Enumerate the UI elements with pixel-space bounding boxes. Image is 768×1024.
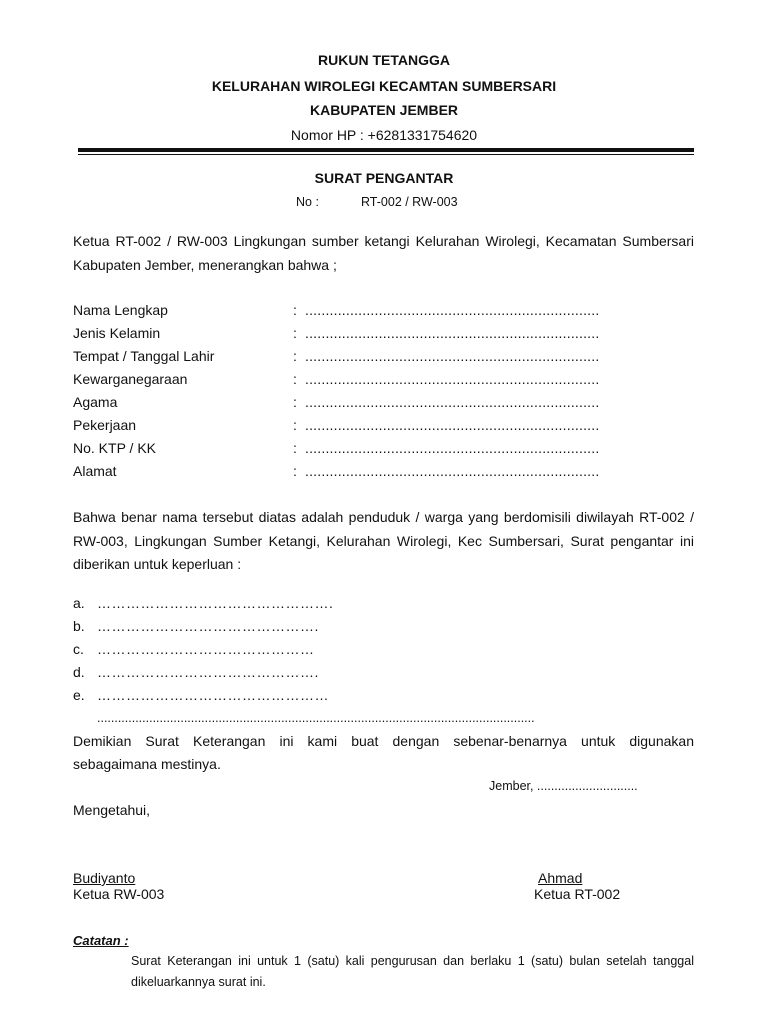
field-blank: ........................................................................ [305, 417, 600, 433]
field-label: Nama Lengkap [73, 302, 168, 318]
field-label: Kewarganegaraan [73, 371, 188, 387]
note-line-2: dikeluarkannya surat ini. [131, 975, 266, 989]
signature-rw-name: Budiyanto [73, 870, 136, 886]
closing-line-2: sebagaimana mestinya. [73, 756, 221, 772]
field-blank: ........................................................................ [305, 463, 600, 479]
list-item-letter: c. [73, 641, 84, 657]
note-label: Catatan : [73, 933, 129, 948]
intro-line-1: Ketua RT-002 / RW-003 Lingkungan sumber ketangi Kelurahan Wirolegi, Kecamatan Sumbersari [73, 233, 694, 249]
field-colon: : [293, 417, 297, 433]
field-colon: : [293, 325, 297, 341]
list-item-letter: e. [73, 687, 85, 703]
signature-rt-title: Ketua RT-002 [534, 886, 621, 902]
field-blank: ........................................................................ [305, 440, 600, 456]
letterhead-divider-thin [78, 154, 694, 155]
closing-line-1: Demikian Surat Keterangan ini kami buat dengan sebenar-benarnya untuk digunakan [73, 733, 694, 749]
field-label: Tempat / Tanggal Lahir [73, 348, 215, 364]
letterhead-line-1: RUKUN TETANGGA [318, 52, 450, 68]
statement-line-1: Bahwa benar nama tersebut diatas adalah penduduk / warga yang berdomisili diwilayah RT-002 / [73, 509, 694, 525]
field-label: Jenis Kelamin [73, 325, 161, 341]
field-blank: ........................................................................ [305, 371, 600, 387]
letter-number-value: RT-002 / RW-003 [361, 195, 458, 209]
field-blank: ........................................................................ [305, 302, 600, 318]
field-colon: : [293, 302, 297, 318]
statement-line-3: diberikan untuk keperluan : [73, 556, 242, 572]
field-label: No. KTP / KK [73, 440, 156, 456]
statement-line-2: RW-003, Lingkungan Sumber Ketangi, Kelurahan Wirolegi, Kec Sumbersari, Surat pengantar ini [73, 533, 694, 549]
list-item-blank: ……………………………………… [97, 641, 315, 657]
letter-title: SURAT PENGANTAR [314, 170, 454, 186]
purpose-extra-blank: .............................................................................................................................. [97, 711, 535, 725]
field-label: Alamat [73, 463, 117, 479]
acknowledged-label: Mengetahui, [73, 802, 151, 818]
letter-number-label: No : [296, 195, 319, 209]
intro-line-2: Kabupaten Jember, menerangkan bahwa ; [73, 257, 337, 273]
letterhead-divider-thick [78, 148, 694, 152]
field-colon: : [293, 463, 297, 479]
signature-rw-title: Ketua RW-003 [73, 886, 165, 902]
list-item-blank: …………………………………………. [97, 595, 334, 611]
list-item-letter: d. [73, 664, 85, 680]
field-label: Pekerjaan [73, 417, 137, 433]
field-colon: : [293, 440, 297, 456]
place-date: Jember, ............................. [489, 779, 638, 793]
list-item-blank: ………………………………………. [97, 664, 319, 680]
list-item-blank: ………………………………………… [97, 687, 329, 703]
field-colon: : [293, 371, 297, 387]
field-colon: : [293, 348, 297, 364]
list-item-letter: a. [73, 595, 85, 611]
list-item-letter: b. [73, 618, 85, 634]
signature-rt-name: Ahmad [538, 870, 583, 886]
letterhead-line-2: KELURAHAN WIROLEGI KECAMTAN SUMBERSARI [211, 78, 557, 94]
field-blank: ........................................................................ [305, 325, 600, 341]
letterhead-line-3: KABUPATEN JEMBER [309, 102, 459, 118]
list-item-blank: ………………………………………. [97, 618, 319, 634]
letterhead-phone: Nomor HP : +6281331754620 [290, 127, 478, 143]
field-label: Agama [73, 394, 118, 410]
field-blank: ........................................................................ [305, 348, 600, 364]
field-blank: ........................................................................ [305, 394, 600, 410]
note-line-1: Surat Keterangan ini untuk 1 (satu) kali pengurusan dan berlaku 1 (satu) bulan setelah tanggal [131, 954, 694, 968]
field-colon: : [293, 394, 297, 410]
